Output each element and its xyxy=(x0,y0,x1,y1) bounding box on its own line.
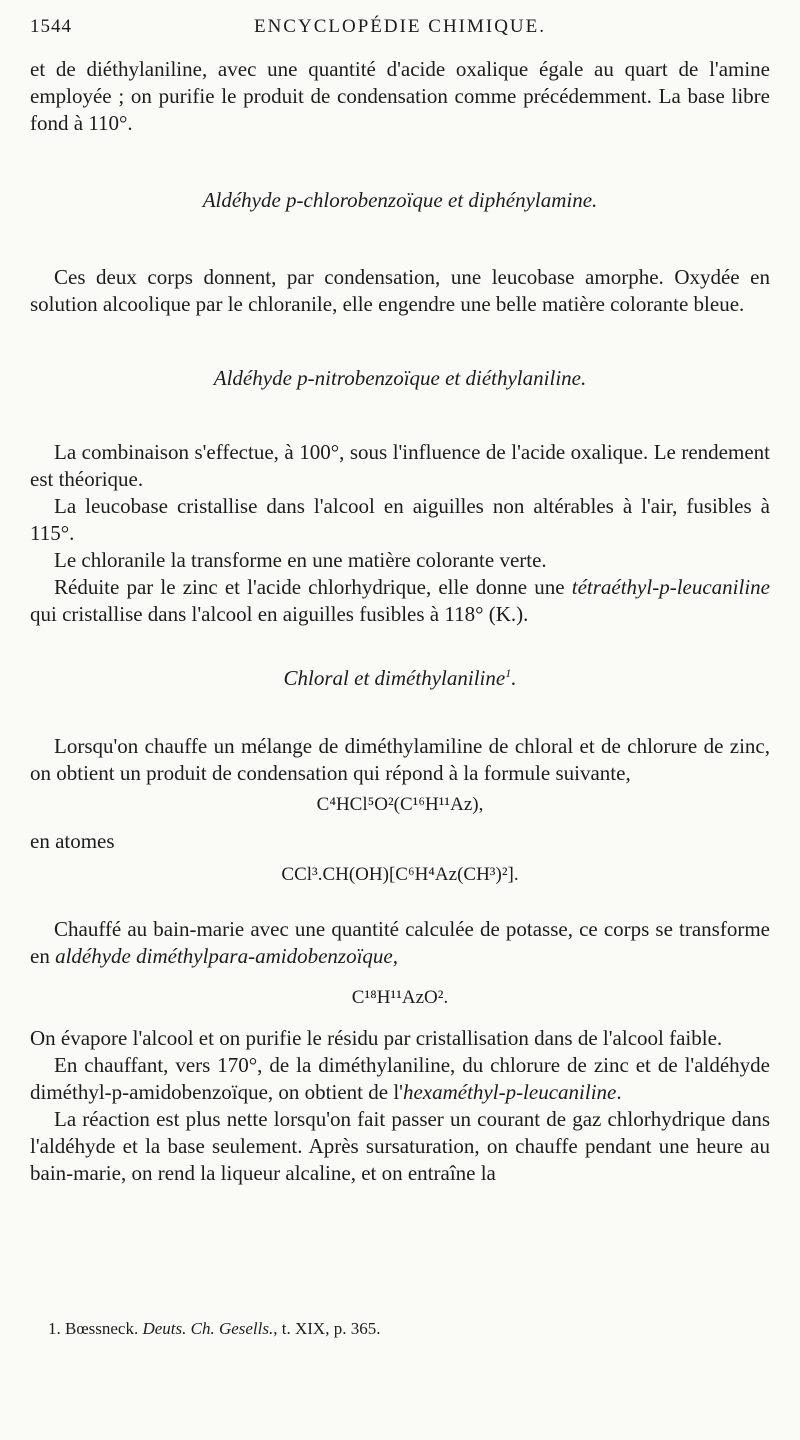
footnote-number: 1. xyxy=(48,1319,61,1338)
compound-name: tétraéthyl-p-leucaniline xyxy=(571,575,770,599)
section-title-text: Chloral et diméthylaniline xyxy=(283,666,506,690)
paragraph: Ces deux corps donnent, par condensation, une leucobase amorphe. Oxydée en solution alcoolique par le chloranile, elle engendre une belle matière colorante bleue. xyxy=(30,265,770,316)
text-run: Réduite par le zinc et l'acide chlorhydrique, elle donne une xyxy=(54,575,572,599)
paragraph: La réaction est plus nette lorsqu'on fait passer un courant de gaz chlorhydrique dans l'aldéhyde et la base seulement. Après sursaturation, on chauffe pendant une heure au bain-marie, on rend la liqueur alcaline, et on entraîne la xyxy=(30,1107,770,1185)
page-header xyxy=(30,16,770,44)
page-number: 1544 xyxy=(30,16,72,37)
paragraph: et de diéthylaniline, avec une quantité d'acide oxalique égale au quart de l'amine employée ; on purifie le produit de condensation comme précédemment. La base libre fond à 110°. xyxy=(30,57,770,135)
footnote-reference: , t. XIX, p. 365. xyxy=(273,1319,381,1338)
section-title: Aldéhyde p-nitrobenzoïque et diéthylaniline. xyxy=(213,366,587,390)
paragraph: Le chloranile la transforme en une matière colorante verte. xyxy=(54,548,547,572)
page-body xyxy=(30,56,770,1187)
chemical-formula: C⁴HCl⁵O²(C¹⁶H¹¹Az), xyxy=(316,794,484,815)
text-run: . xyxy=(616,1080,622,1104)
section-title-end: . xyxy=(511,666,517,690)
section-title xyxy=(30,665,770,692)
formula-label: en atomes xyxy=(30,829,115,853)
compound-name: hexaméthyl-p-leucaniline xyxy=(402,1080,617,1104)
chemical-formula: CCl³.CH(OH)[C⁶H⁴Az(CH³)²]. xyxy=(281,864,519,885)
paragraph: La leucobase cristallise dans l'alcool en aiguilles non altérables à l'air, fusibles à 115°. xyxy=(30,494,770,545)
text-run: , xyxy=(392,944,398,968)
paragraph xyxy=(30,1052,770,1106)
paragraph: On évapore l'alcool et on purifie le résidu par cristallisation dans de l'alcool faible. xyxy=(30,1026,723,1050)
paragraph xyxy=(30,574,770,628)
text-run: Chauffé au bain-marie avec une quantité calculée de potasse, ce corps se transforme en xyxy=(30,917,770,968)
footnote-marker: 1 xyxy=(505,666,512,680)
paragraph: Lorsqu'on chauffe un mélange de diméthylamiline de chloral et de chlorure de zinc, on obtient un produit de condensation qui répond à la formule suivante, xyxy=(30,734,770,785)
chemical-formula: C¹⁸H¹¹AzO². xyxy=(351,987,449,1008)
text-run: qui cristallise dans l'alcool en aiguilles fusibles à 118° (K.). xyxy=(30,602,529,626)
text-run: En chauffant, vers 170°, de la diméthylaniline, du chlorure de zinc et de l'aldéhyde diméthyl-p-amidobenzoïque, on obtient de l' xyxy=(30,1053,770,1104)
footnote-journal: Deuts. Ch. Gesells. xyxy=(142,1319,274,1338)
paragraph xyxy=(30,916,770,970)
paragraph: La combinaison s'effectue, à 100°, sous l'influence de l'acide oxalique. Le rendement est théorique. xyxy=(30,440,770,491)
footnote xyxy=(48,1318,770,1340)
compound-name: aldéhyde diméthylpara-amidobenzoïque xyxy=(55,944,393,968)
footnote-author: Bœssneck. xyxy=(65,1319,139,1338)
running-title: ENCYCLOPÉDIE CHIMIQUE. xyxy=(253,16,547,37)
section-title: Aldéhyde p-chlorobenzoïque et diphénylamine. xyxy=(202,188,598,212)
